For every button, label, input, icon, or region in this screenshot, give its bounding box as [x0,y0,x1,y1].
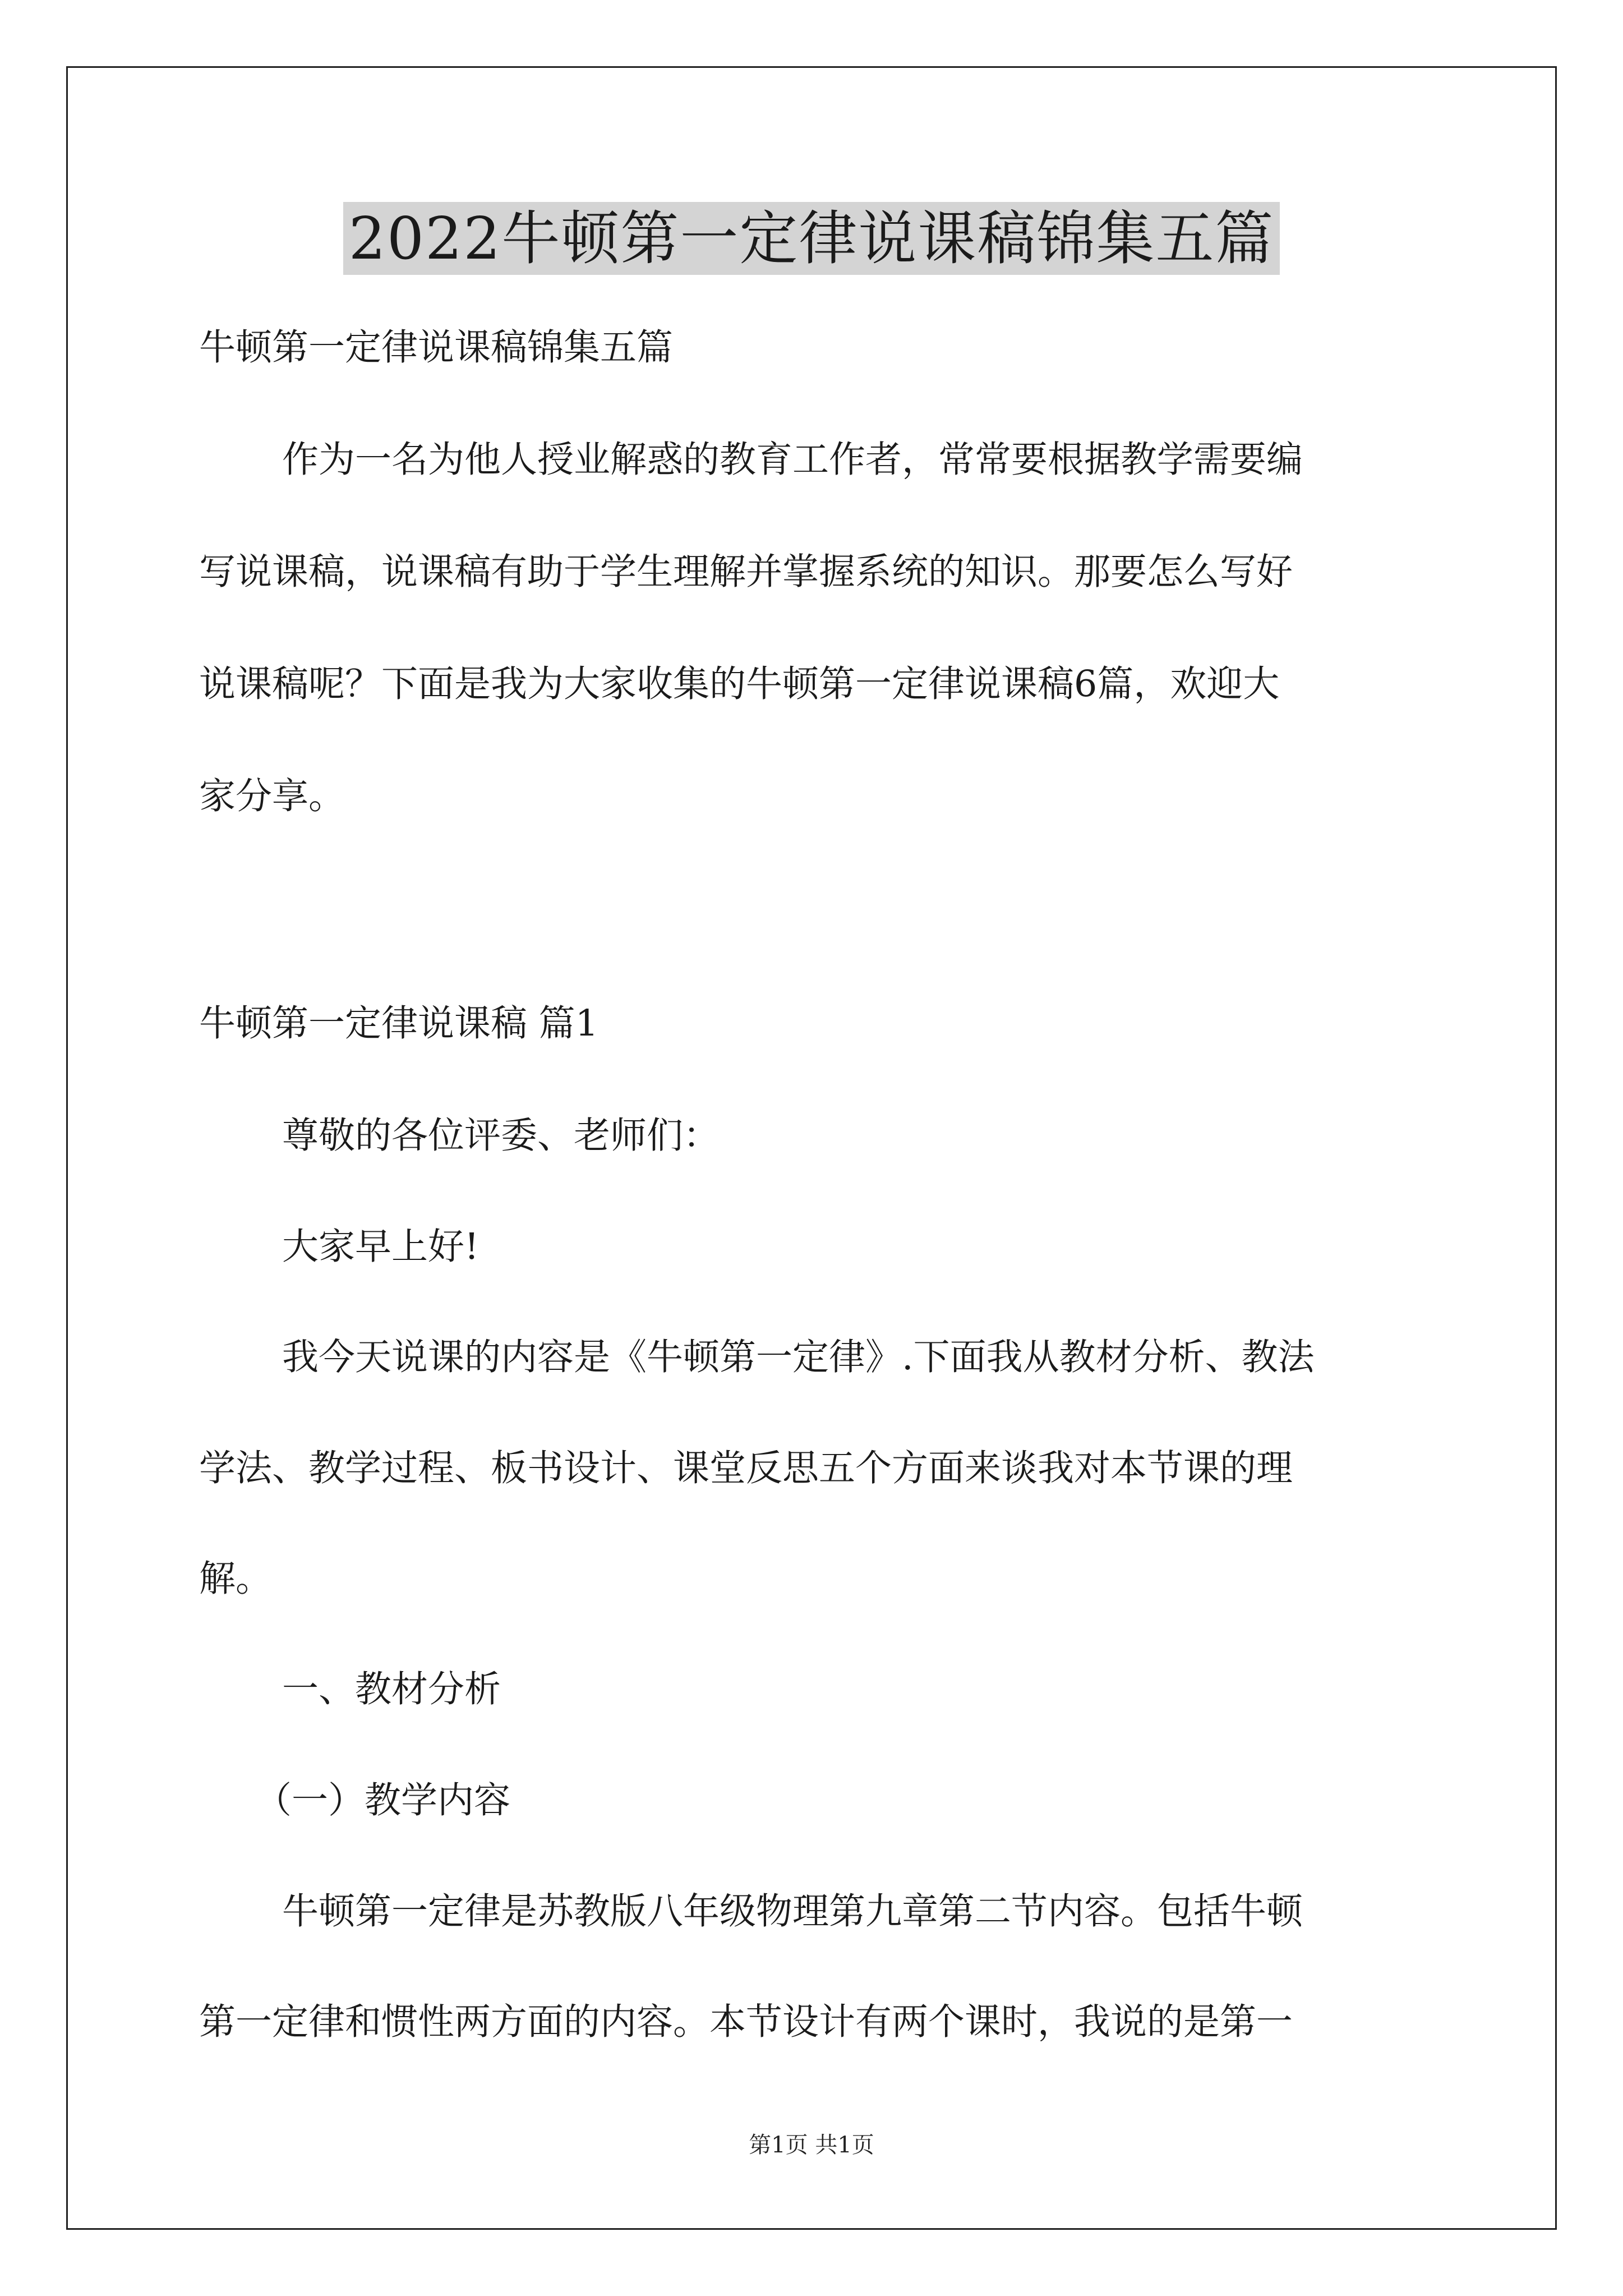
page-number-footer: 第1页 共1页 [749,2132,874,2158]
paragraph-line: 学法、教学过程、板书设计、课堂反思五个方面来谈我对本节课的理 [199,1447,1293,1489]
subsection-heading: （一）教学内容 [255,1779,511,1821]
paragraph-line: 我今天说课的内容是《牛顿第一定律》.下面我从教材分析、教法 [282,1336,1315,1378]
document-title: 2022牛顿第一定律说课稿锦集五篇 [343,202,1280,275]
section-heading: 牛顿第一定律说课稿 篇1 [199,1002,599,1045]
paragraph-line: 说课稿呢？下面是我为大家收集的牛顿第一定律说课稿6篇，欢迎大 [199,663,1280,705]
intro-heading: 牛顿第一定律说课稿锦集五篇 [199,326,674,369]
paragraph-line: 家分享。 [199,775,345,817]
title-container [0,202,1623,275]
paragraph-line: 牛顿第一定律是苏教版八年级物理第九章第二节内容。包括牛顿 [282,1890,1303,1932]
subsection-heading: 一、教材分析 [282,1668,501,1710]
paragraph-line: 第一定律和惯性两方面的内容。本节设计有两个课时，我说的是第一 [199,2001,1293,2043]
paragraph-line: 解。 [199,1558,273,1600]
paragraph-line: 写说课稿，说课稿有助于学生理解并掌握系统的知识。那要怎么写好 [199,551,1293,593]
paragraph-line: 作为一名为他人授业解惑的教育工作者，常常要根据教学需要编 [282,439,1303,481]
paragraph-line: 尊敬的各位评委、老师们： [282,1115,720,1157]
paragraph-line: 大家早上好! [282,1226,479,1268]
